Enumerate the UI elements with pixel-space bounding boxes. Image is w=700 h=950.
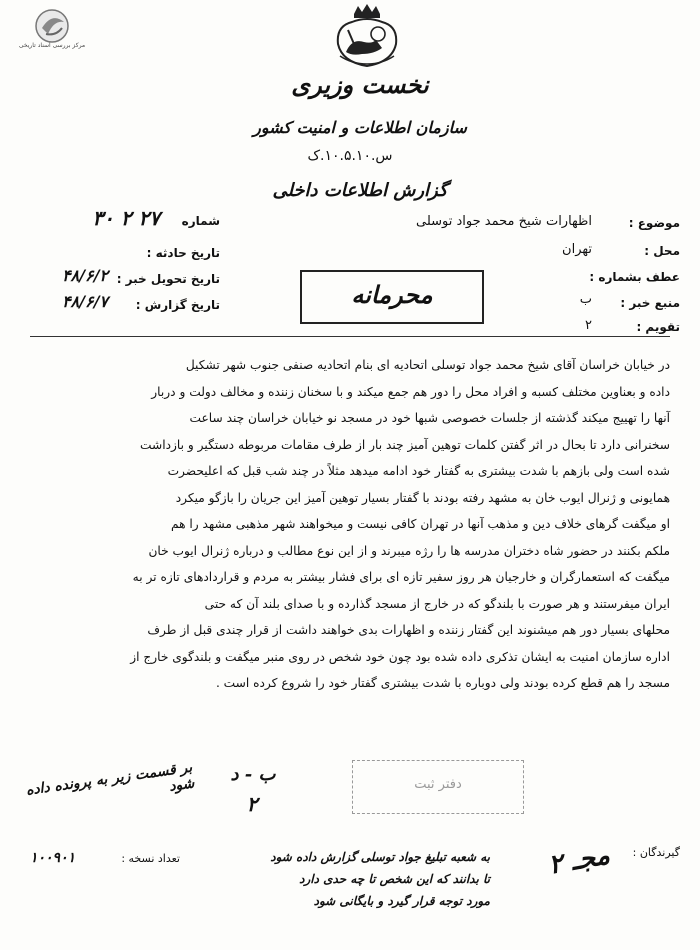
confidential-stamp-text: محرمانه [351,280,433,309]
delivery-date-label: تاریخ تحویل خبر : [116,272,220,286]
report-date-label: تاریخ گزارش : [135,298,220,312]
rating-value: ۲ [585,318,592,333]
copy-count-value: ۱۰۰۹۰۱ [30,850,76,866]
rating-label: تقویم : [636,320,680,334]
ministry-title: نخست وزیری [291,70,429,99]
recipients-signature: مجـ ۲ [546,840,612,881]
subject-label: موضوع : [628,216,680,230]
incident-date-label: تاریخ حادثه : [146,246,220,260]
report-type: گزارش اطلاعات داخلی [272,180,448,201]
registry-stamp-text: دفتر ثبت [414,777,462,792]
location-value: تهران [562,242,592,257]
archive-logo-icon [6,6,98,46]
report-body [30,352,670,697]
subject-value: اظهارات شیخ محمد جواد توسلی [416,214,592,229]
footer-line: به شعبه تبلیغ جواد توسلی گزارش داده شود [270,850,490,864]
recipients-label: گیرندگان : [632,846,680,859]
organization-name: سازمان اطلاعات و امنیت کشور [253,118,467,137]
handwritten-note-mid-top: ب - د [230,764,276,785]
number-value: ۳۰ ۲ ۲۷ [92,206,160,230]
delivery-date-value: ۴۸/۶/۲ [61,266,108,285]
handwritten-note-mid: ۲ [246,792,258,816]
body-line: اداره سازمان امنیت به ایشان تذکری داده شده بود چون خود شخص در روی منبر میگفت و بلندگوی خارج از [130,649,670,664]
body-line: او میگفت گرهای خلاف دین و مذهب آنها در تهران کافی نیست و میخواهند شهر مذهبی مشهد را هم [170,517,670,531]
footer-line: مورد توجه قرار گیرد و بایگانی شود [313,894,490,908]
body-line: در خیابان خراسان آقای شیخ محمد جواد توسلی اتحادیه ای بنام اتحادیه صنفی جنوب شهر تشکیل [185,358,670,372]
body-line: مسجد را هم قطع کرده بودند ولی دوباره با شدت بیشتری گفتار خود را شروع کرده است . [215,676,670,690]
copy-count-label: تعداد نسخه : [121,852,180,865]
registry-stamp [352,760,524,814]
watermark-text: مرکز بررسی اسناد تاریخی [18,42,86,49]
reference-label: عطف بشماره : [589,270,680,284]
body-line: آنها را تهییج میکند گذشته از جلسات خصوصی شبها خود در مسجد نو خیابان خراسان چند ساعت [189,411,670,425]
handwritten-note-left: بر قسمت زیر به پرونده داده شود [25,759,196,799]
divider [30,336,670,337]
footer-line: تا بدانند که این شخص تا چه حدی دارد [299,872,490,886]
body-line: شده است ولی بازهم با شدت بیشتری به گفتار خود ادامه میدهد مثلاً در چند شب قبل که اعلیحضرت [167,464,670,478]
lion-and-sun-emblem-icon [332,4,402,70]
number-label: شماره [181,214,220,228]
body-line: میگفت که استعمارگران و خارجیان هر روز سفیر تازه ای برای فشار بیشتر به مردم و قراردادهای تازه تر به [132,570,670,584]
source-value: ب [579,292,592,307]
location-label: محل : [644,244,680,258]
document-code: س.۱۰.۵.۱۰.ک [307,148,393,164]
source-label: منبع خبر : [620,296,680,310]
archive-logo [6,6,98,54]
footer-handwritten-lines [190,846,490,912]
body-line: سخنرانی دارد تا بحال در اثر گفتن کلمات توهین آمیز چند بار از طرف مقامات مربوطه دستگیر و بازداشت [140,437,670,452]
body-line: همایونی و ژنرال ایوب خان به مشهد رفته بودند با گفتار بسیار توهین آمیز این جریان را بازگو میکرد [175,490,670,505]
body-line: ایران میفرستند و هر صورت با بلندگو که در خارج از مسجد گذارده و با صدای بلند آن که حتی [204,596,670,611]
body-line: ملکم بکنند در حضور شاه دختران مدرسه ها را رژه میبرند و از این نوع مطالب و درباره ژنرال ایوب خان [148,543,670,558]
report-date-value: ۴۸/۶/۷ [61,292,108,311]
body-line: داده و بعناوین مختلف کسبه و افراد محل را دور هم جمع میکند و با سخنان زننده و مخالف دولت و دربار [151,384,670,399]
confidential-stamp [300,270,484,324]
body-line: محلهای بسیار دور هم میشنوند این گفتار زننده و اظهارات بدی خواهند داشت از قرار چندی قبل از طرف [147,623,670,637]
